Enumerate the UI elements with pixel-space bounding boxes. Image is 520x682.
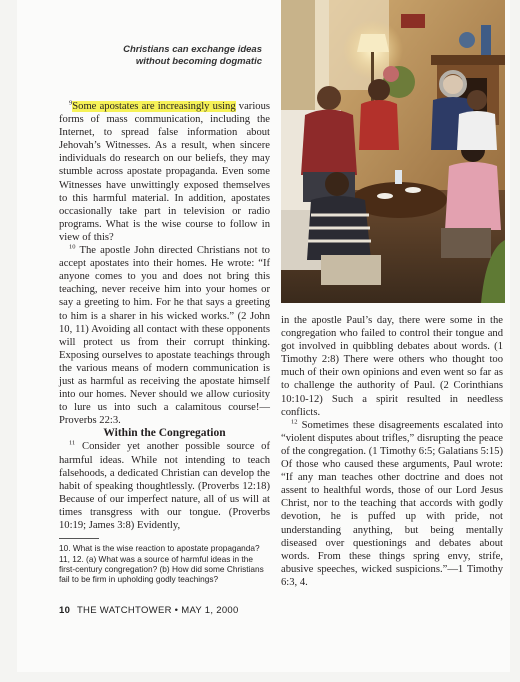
paragraph-text: The apostle John directed Christians not to accept apostates into their homes. He wrote: “If anyone comes to you and does not bring this teaching, never receive him into your homes or say a greeting to him. For he that says a greeting to him is a sharer in his wicked works.” (2 John 10, 11) Avoiding all contact with these opponents will protect us from their corrupt thinking. Exposing ourselves to apostate teachings through the various means of modern communication is just as harmful as receiving the apostate himself into our homes. Never should we allow curiosity to lure us into such a calamitous course!—Proverbs 22:3. bbox=[59, 245, 270, 427]
section-subheading: Within the Congregation bbox=[103, 427, 226, 440]
questions-divider bbox=[59, 538, 99, 539]
paragraph-10 bbox=[59, 244, 270, 427]
study-questions bbox=[59, 543, 270, 584]
right-column bbox=[281, 314, 503, 589]
page-footer bbox=[59, 605, 239, 616]
paragraph-number: 10 bbox=[69, 243, 76, 251]
paragraph-text: Sometimes these disagreements escalated into “violent disputes about trifles,” disrupting the peace of the congregation. (1 Timothy 6:5; Galatians 5:15) Of those who caused these arguments, Paul wrote: “If any man teaches other doctrine and does not assent to healthful words, those of our Lord Jesus Christ, nor to the teaching that accords with godly devotion, he is puffed up with pride, not understanding anything, but being mentally diseased over questionings and debates about words. From these things spring envy, strife, abusive speeches, wicked suspicions.”—1 Timothy 6:3, 4. bbox=[281, 419, 503, 588]
paragraph-12 bbox=[281, 419, 503, 589]
caption-line-1: Christians can exchange ideas bbox=[123, 44, 262, 55]
caption-line-2: without becoming dogmatic bbox=[135, 56, 262, 67]
paragraph-text: Consider yet another possible source of harmful ideas. While not intending to teach falsehoods, a dedicated Christian can develop the habit of speaking thoughtlessly. (Proverbs 12:18) Because of our imperfect nature, all of us will at times transgress with our tongue. (Proverbs 10:19; James 3:8) Evidently, bbox=[59, 441, 270, 531]
paragraph-text: various forms of mass communication, including the Internet, to spread false information about Jehovah’s Witnesses. As a result, when sincere individuals do research on our beliefs, they may stumble across apostate propaganda. Even some Witnesses have unwittingly exposed themselves to this harmful material. In addition, apostates occasionally take part in television or radio programs. What is the wise course to follow in view of this? bbox=[59, 101, 270, 243]
publication-info: THE WATCHTOWER • MAY 1, 2000 bbox=[76, 605, 239, 616]
photo-caption bbox=[110, 44, 262, 68]
highlighted-text: Some apostates are increasingly using bbox=[72, 101, 236, 112]
left-column bbox=[59, 100, 270, 585]
paragraph-number: 9 bbox=[69, 99, 73, 107]
study-question: 10. What is the wise reaction to apostate propaganda? bbox=[59, 543, 260, 554]
paragraph-11 bbox=[59, 440, 270, 532]
study-question: 11, 12. (a) What was a source of harmful ideas in the first-century congregation? (b) How did some Christians fail to be firm in upholding godly teachings? bbox=[59, 554, 264, 585]
paragraph-11-continued: in the apostle Paul’s day, there were some in the congregation who failed to control their tongue and got involved in quibbling debates about words. (1 Timothy 2:8) There were others who thought too much of their own opinions and even went so far as to challenge the authority of Paul. (2 Corinthians 10:10-12) Such a spirit resulted in needless conflicts. bbox=[281, 315, 503, 418]
group-discussion-photo bbox=[281, 0, 505, 303]
paragraph-number: 11 bbox=[69, 439, 76, 447]
page-number: 10 bbox=[59, 605, 71, 616]
paragraph-number: 12 bbox=[291, 418, 298, 426]
paragraph-9 bbox=[59, 100, 270, 244]
